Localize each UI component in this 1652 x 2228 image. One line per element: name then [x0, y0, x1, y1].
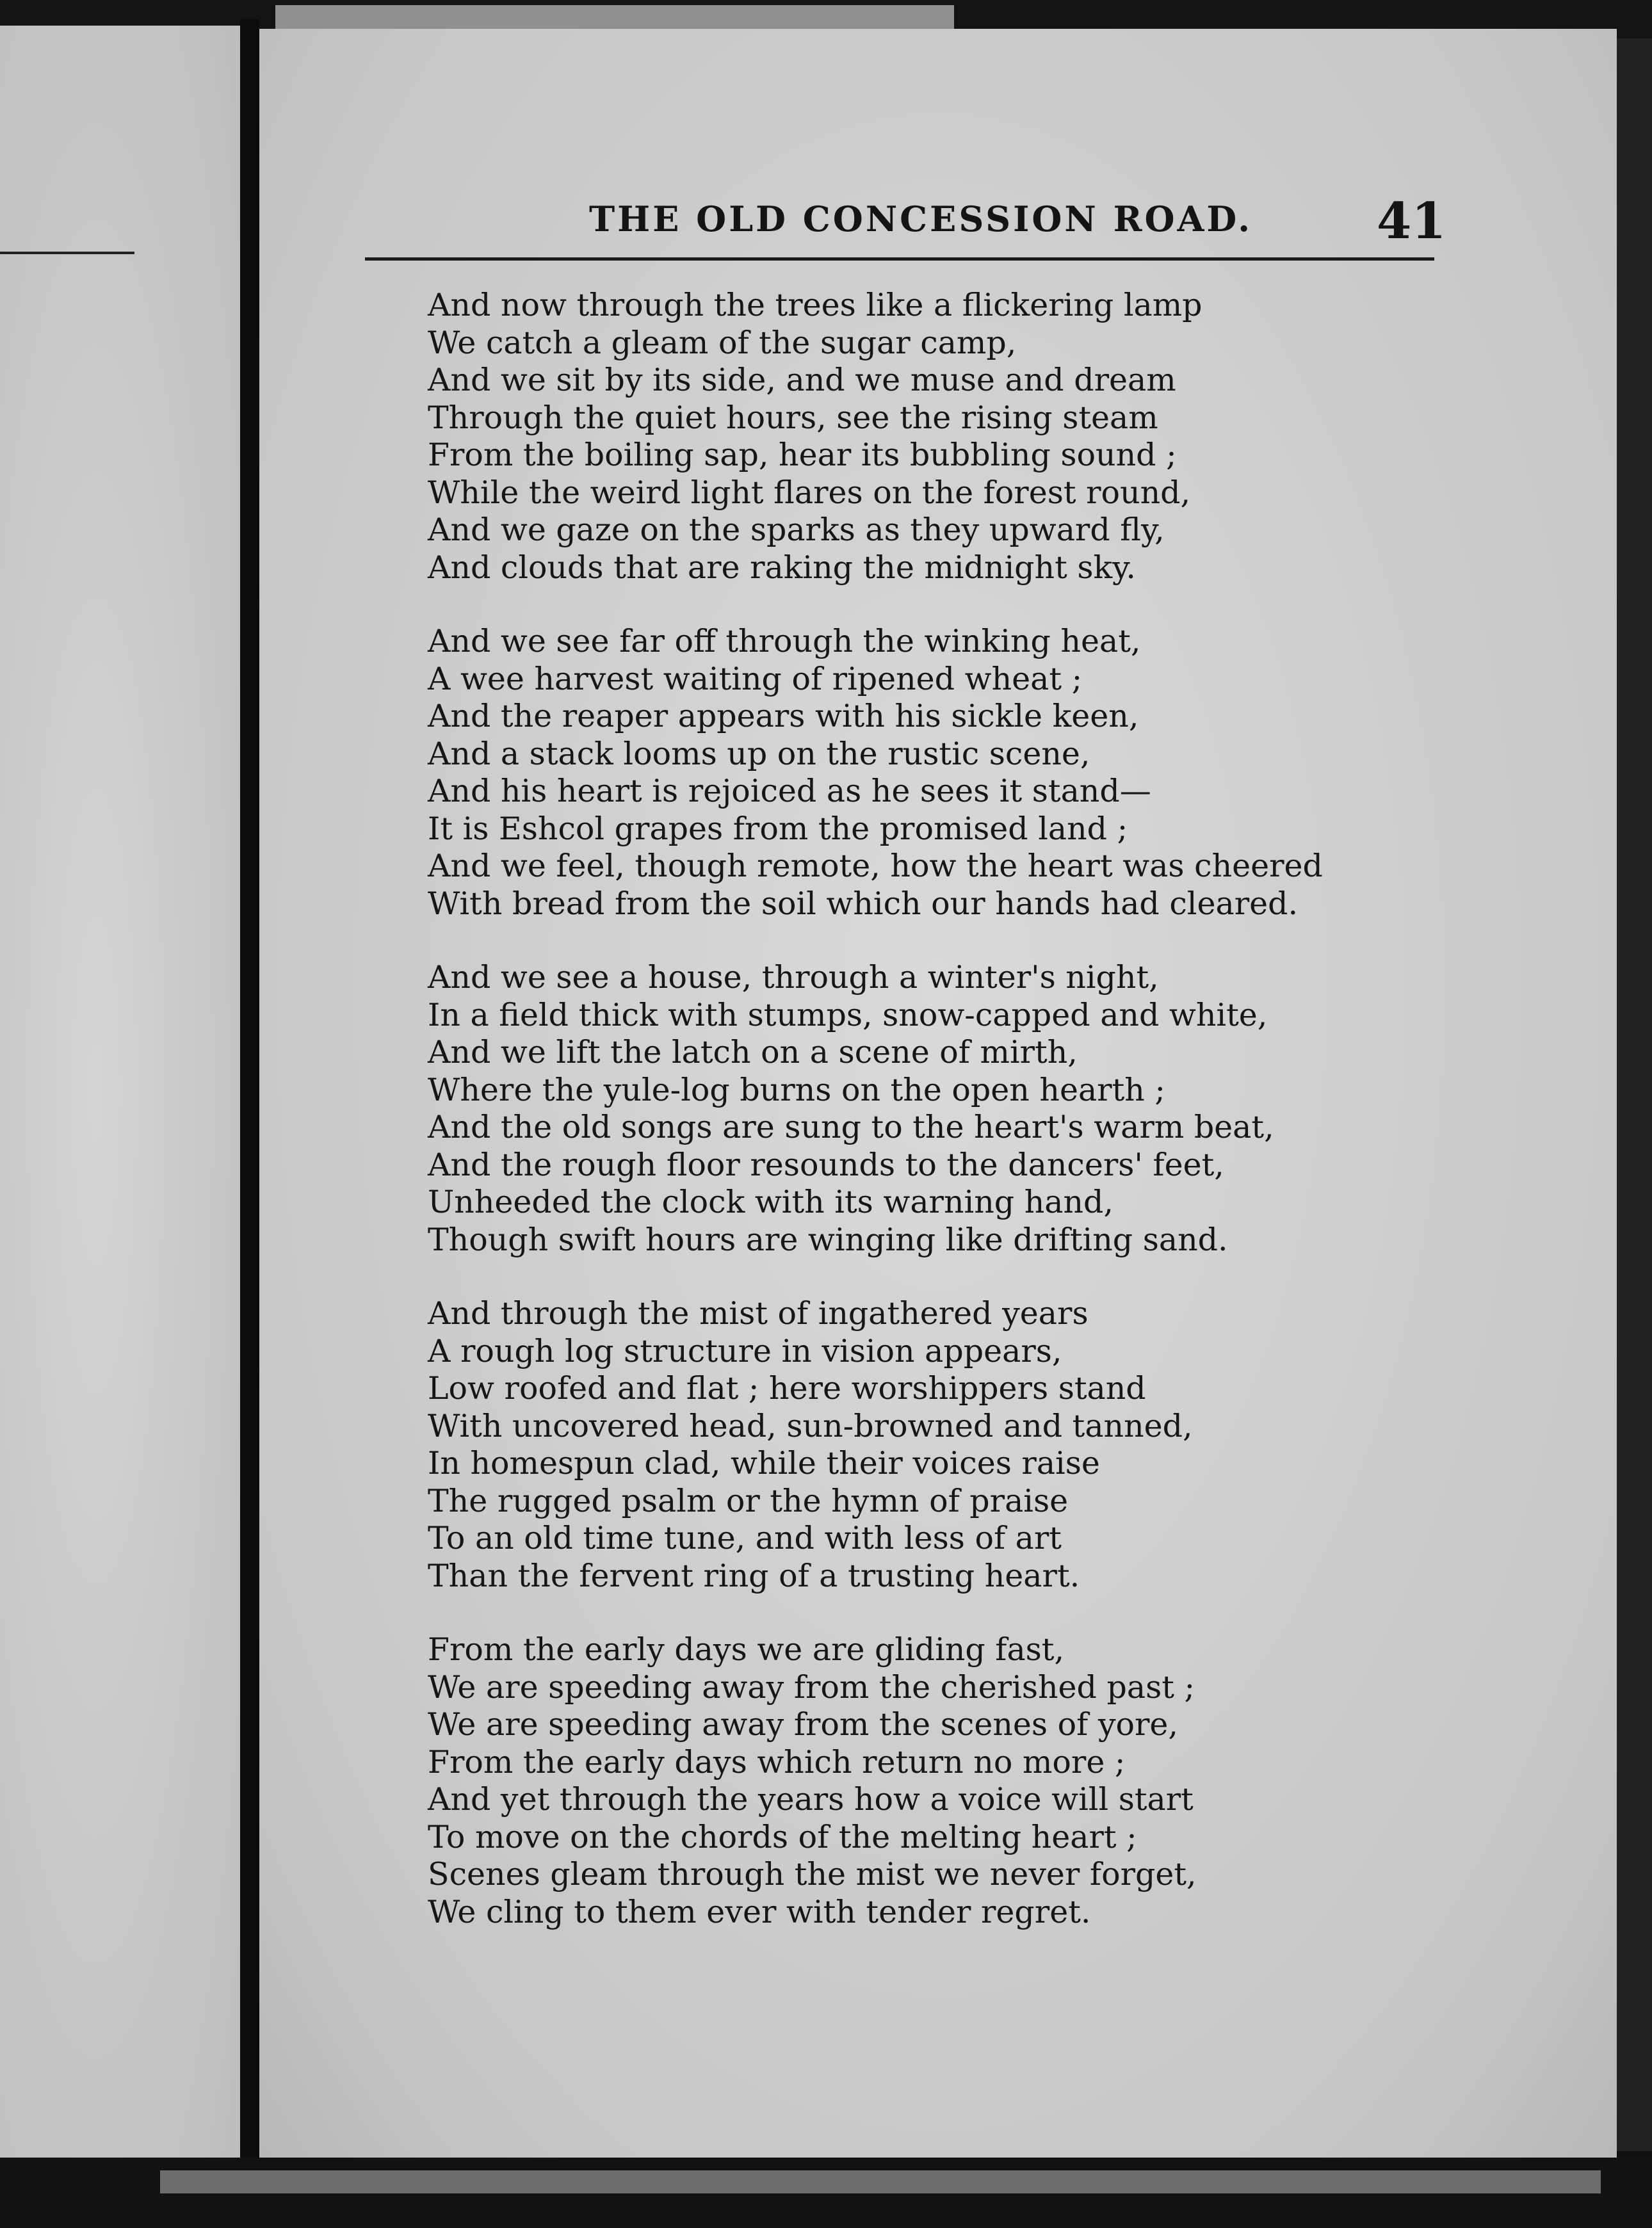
right-page-edge: [1617, 38, 1652, 2151]
poem-line: To move on the chords of the melting heart ;: [428, 1818, 1137, 1855]
poem-line: Low roofed and flat ; here worshippers stand: [428, 1370, 1146, 1407]
poem-line: From the early days we are gliding fast,: [428, 1631, 1065, 1668]
poem-line: And through the mist of ingathered years: [428, 1295, 1089, 1332]
stanza: [428, 1631, 1580, 1931]
poem-line: And a stack looms up on the rustic scene,: [428, 735, 1090, 772]
poem-line: And the old songs are sung to the heart's warm beat,: [428, 1109, 1274, 1145]
poem-line: In homespun clad, while their voices raise: [428, 1445, 1100, 1481]
page-number: 41: [1377, 192, 1446, 250]
previous-page: [0, 26, 240, 2158]
poem-line: To an old time tune, and with less of art: [428, 1520, 1062, 1556]
poem-line: From the boiling sap, hear its bubbling sound ;: [428, 437, 1177, 473]
poem-line: It is Eshcol grapes from the promised land ;: [428, 810, 1128, 847]
poem-line: Through the quiet hours, see the rising steam: [428, 399, 1158, 436]
poem-line: And we lift the latch on a scene of mirth,: [428, 1034, 1078, 1070]
poem-line: And we sit by its side, and we muse and dream: [428, 362, 1176, 398]
poem-line: Where the yule-log burns on the open hearth ;: [428, 1071, 1165, 1108]
poem-line: And his heart is rejoiced as he sees it stand—: [428, 773, 1151, 809]
poem-line: With uncovered head, sun-browned and tanned,: [428, 1407, 1193, 1444]
poem-line: We cling to them ever with tender regret.: [428, 1893, 1091, 1930]
poem-line: And yet through the years how a voice will start: [428, 1781, 1194, 1818]
poem-body: [428, 287, 1580, 1967]
poem-line: We catch a gleam of the sugar camp,: [428, 324, 1017, 361]
poem-line: And the reaper appears with his sickle keen,: [428, 698, 1139, 734]
poem-line: The rugged psalm or the hymn of praise: [428, 1482, 1069, 1519]
poem-line: Scenes gleam through the mist we never forget,: [428, 1856, 1197, 1893]
poem-line: And now through the trees like a flickering lamp: [428, 287, 1203, 323]
poem-line: And we feel, though remote, how the heart was cheered: [428, 848, 1323, 884]
stanza: [428, 1295, 1580, 1595]
stanza: [428, 959, 1580, 1259]
poem-line: Unheeded the clock with its warning hand,: [428, 1184, 1113, 1220]
poem-line: And we gaze on the sparks as they upward fly,: [428, 512, 1165, 548]
poem-line: A rough log structure in vision appears,: [428, 1332, 1062, 1369]
poem-line: A wee harvest waiting of ripened wheat ;: [428, 660, 1083, 697]
poem-line: Than the fervent ring of a trusting heart.: [428, 1557, 1080, 1594]
bottom-page-edge: [160, 2170, 1601, 2193]
stanza: [428, 623, 1580, 923]
poem-line: And clouds that are raking the midnight sky.: [428, 549, 1136, 586]
poem-line: We are speeding away from the cherished past ;: [428, 1668, 1195, 1706]
poem-line: We are speeding away from the scenes of yore,: [428, 1706, 1179, 1743]
stanza: [428, 287, 1580, 586]
poem-line: With bread from the soil which our hands had cleared.: [428, 885, 1299, 922]
poem-line: Though swift hours are winging like drifting sand.: [428, 1221, 1228, 1258]
poem-line: And the rough floor resounds to the dancers' feet,: [428, 1146, 1224, 1183]
poem-line: In a field thick with stumps, snow-capped and white,: [428, 996, 1268, 1033]
running-head: THE OLD CONCESSION ROAD.: [589, 198, 1253, 239]
header-rule: [365, 257, 1434, 261]
poem-line: And we see a house, through a winter's night,: [428, 959, 1159, 996]
previous-page-rule: [0, 252, 134, 254]
poem-line: From the early days which return no more ;: [428, 1743, 1126, 1780]
poem-line: And we see far off through the winking heat,: [428, 623, 1141, 659]
poem-line: While the weird light flares on the forest round,: [428, 474, 1191, 511]
book-gutter: [240, 19, 259, 2183]
